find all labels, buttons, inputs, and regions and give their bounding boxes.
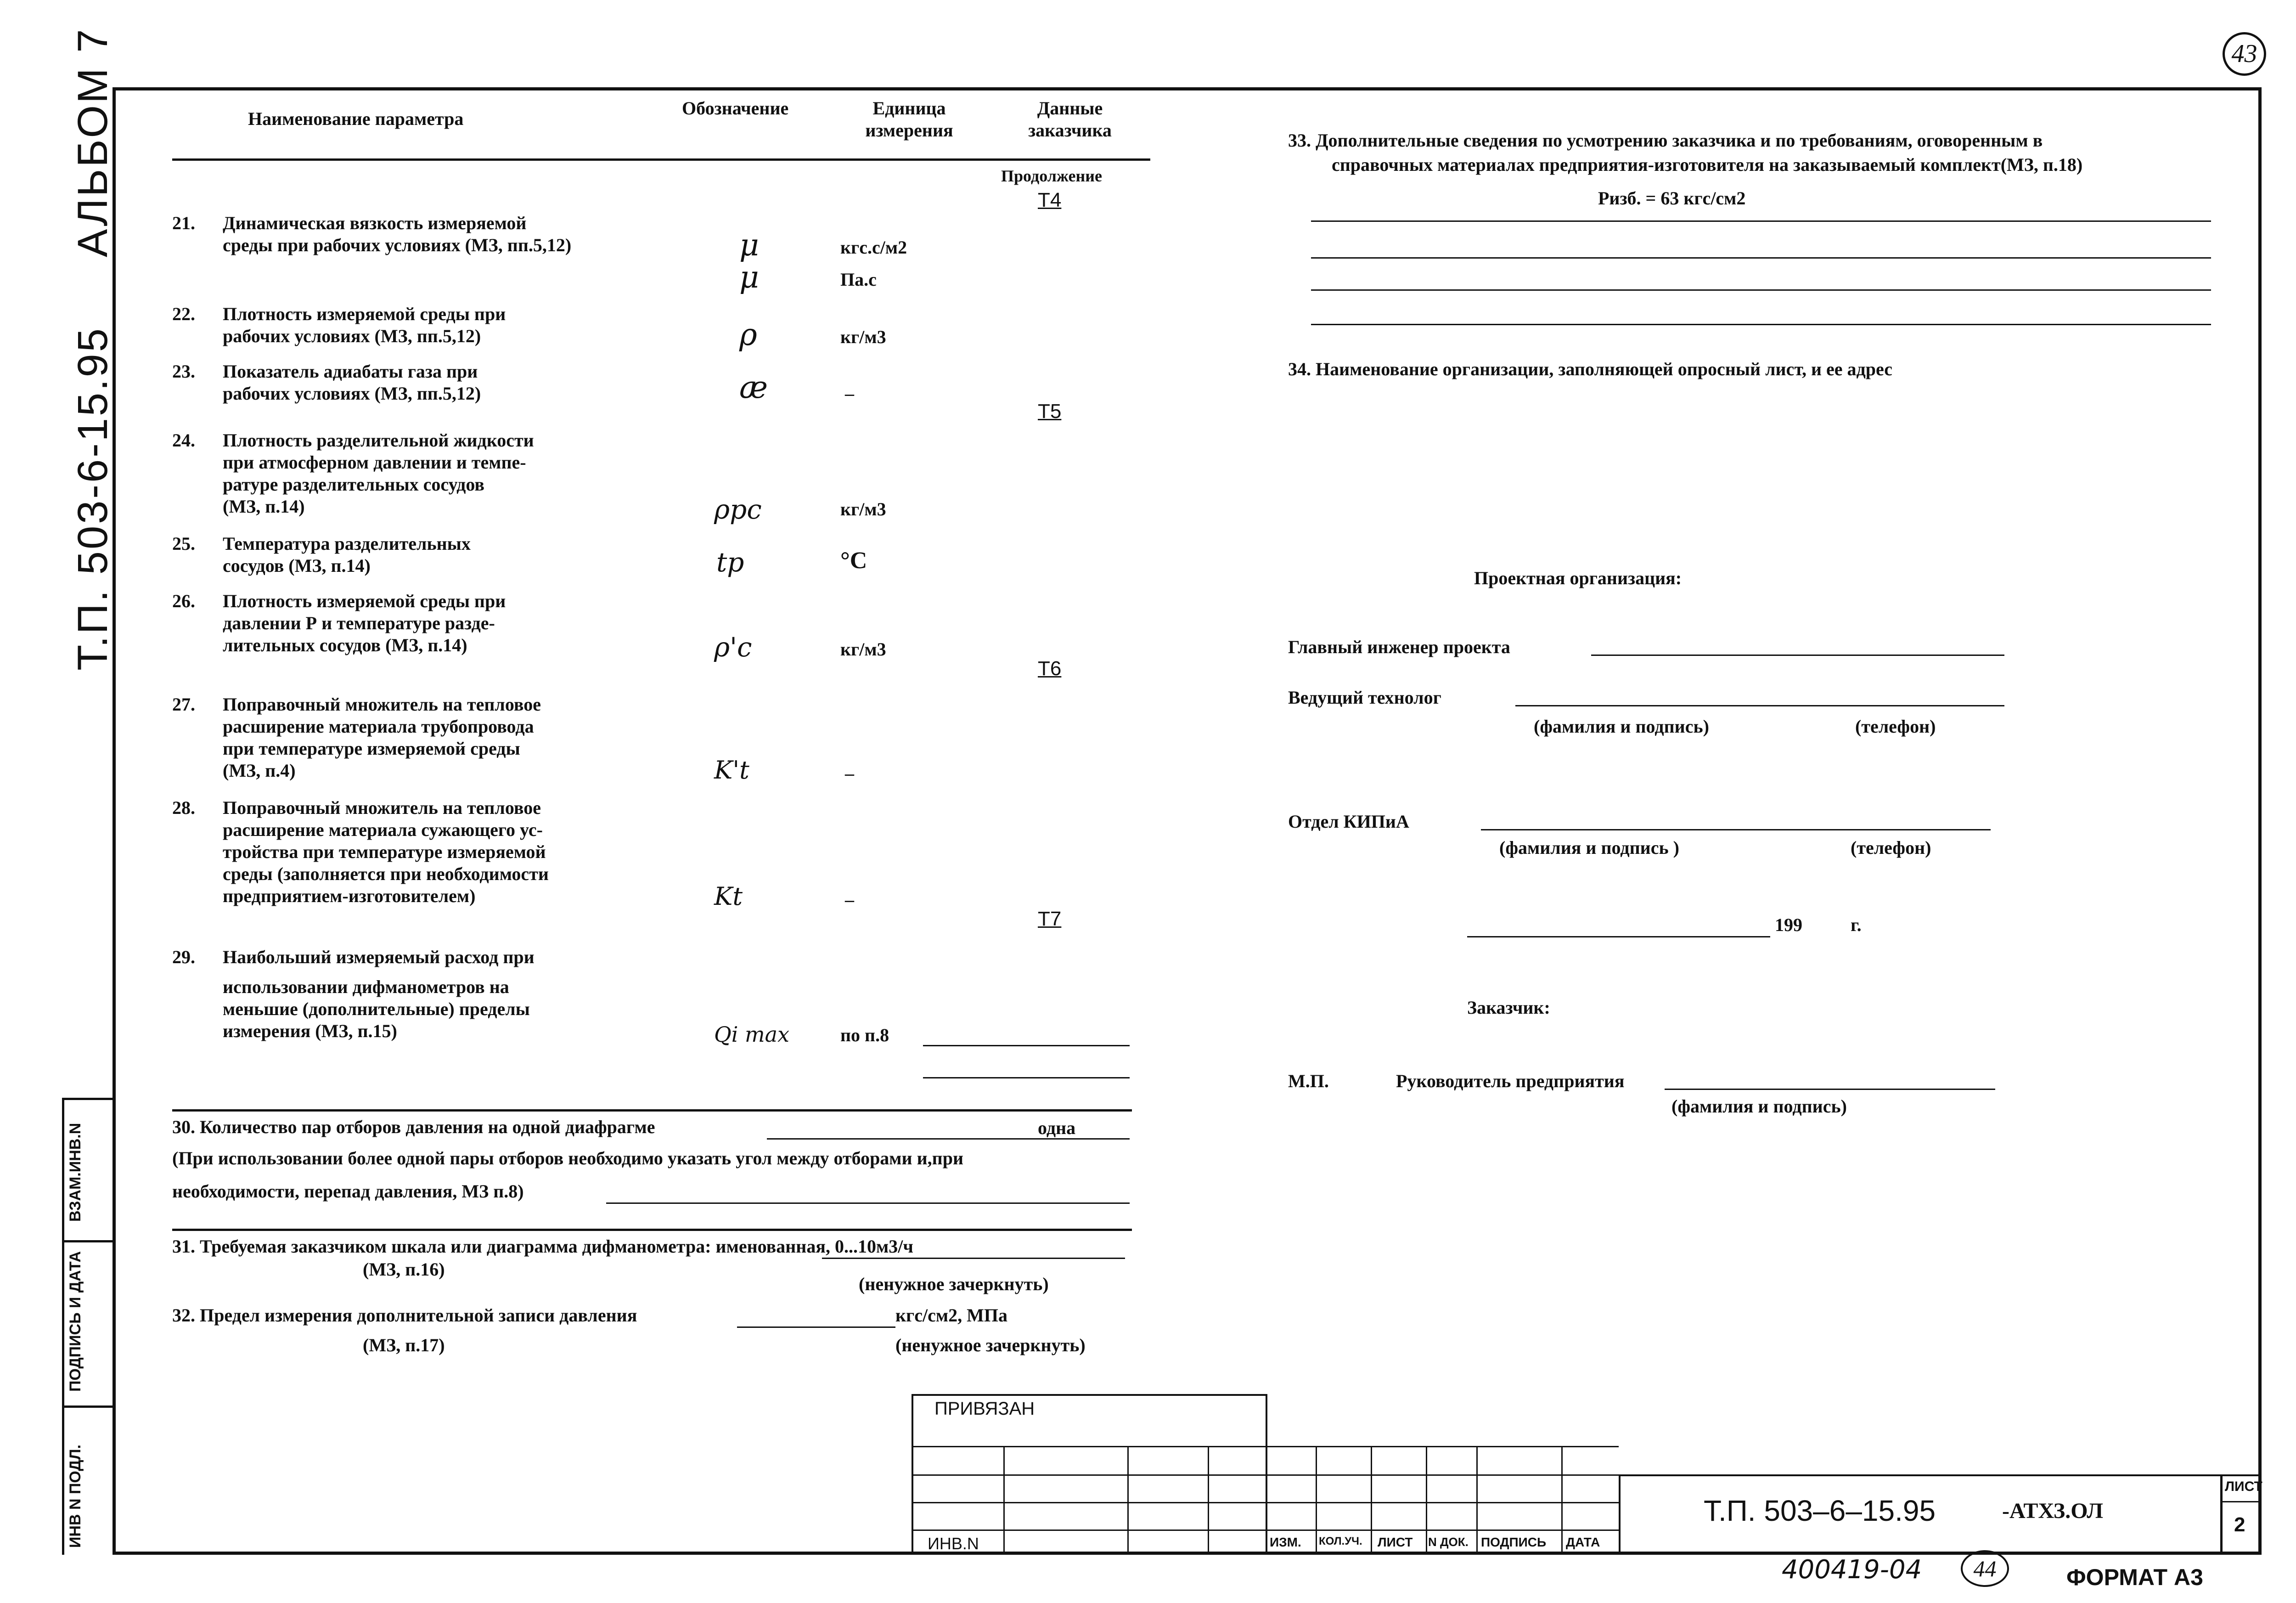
item32-line1: 32. Предел измерения дополнительной записи давления [172, 1305, 637, 1326]
row-23-num: 23. [172, 361, 195, 382]
lead-technologist-line [1515, 705, 2004, 706]
row-21-text-2: среды при рабочих условиях (МЗ, пп.5,12) [223, 235, 572, 255]
continuation-label: Продолжение [1001, 167, 1102, 185]
side-vzam-inv: ВЗАМ.ИНВ.N [67, 1123, 84, 1222]
item31-underline [822, 1258, 1125, 1259]
row-28-text-2: расширение материала сужающего ус- [223, 819, 543, 840]
stamp-grid-c2 [1371, 1446, 1372, 1555]
row-29-text-1: Наибольший измеряемый расход при [223, 947, 535, 967]
customer-head-line [1665, 1089, 1995, 1090]
stamp-col-ndok: N ДОК. [1428, 1535, 1469, 1549]
stamp-col-podpis: ПОДПИСЬ [1481, 1535, 1547, 1549]
customer-name-sign: (фамилия и подпись) [1671, 1096, 1847, 1117]
row-28-unit: – [845, 889, 854, 910]
col-header-unit: Единица измерения [865, 98, 953, 141]
chief-engineer-line [1591, 655, 2004, 656]
table-marker-t4: Т4 [1038, 189, 1062, 211]
table-bottom-rule [172, 1109, 1132, 1112]
row-24-text-3: ратуре разделительных сосудов [223, 474, 484, 495]
customer-title: Заказчик: [1467, 997, 1550, 1018]
row-28-num: 28. [172, 797, 195, 818]
stamp-col-izm: ИЗМ. [1270, 1535, 1301, 1549]
row-27-text-1: Поправочный множитель на тепловое [223, 694, 541, 715]
sheet-corner-number: 43 [2223, 32, 2266, 76]
table-marker-t7: Т7 [1038, 908, 1062, 930]
kip-phone: (телефон) [1851, 837, 1931, 858]
item30-line2: (При использовании более одной пары отборов необходимо указать угол между отборами и,при [172, 1148, 963, 1168]
item30-line3: необходимости, перепад давления, МЗ п.8) [172, 1181, 524, 1202]
stamp-row-c [912, 1502, 1619, 1503]
stamp-row-b [912, 1474, 1619, 1476]
row-23-unit: – [845, 383, 854, 404]
stamp-vcol-1 [1003, 1446, 1005, 1555]
row-24-text-4: (МЗ, п.14) [223, 496, 305, 517]
kip-dept-label: Отдел КИПиА [1288, 811, 1409, 832]
stamp-sheet-label: ЛИСТ [2225, 1479, 2262, 1494]
row-28-text-5: предприятием-изготовителем) [223, 886, 476, 906]
item31-top-rule [172, 1229, 1132, 1231]
row-26-text-1: Плотность измеряемой среды при [223, 591, 506, 611]
row-27-unit: – [845, 763, 854, 784]
lead-technologist-label: Ведущий технолог [1288, 687, 1441, 708]
year-value: 199 [1775, 914, 1802, 935]
row-25-text-2: сосудов (МЗ, п.14) [223, 555, 371, 576]
row-29-fill-line-1 [923, 1045, 1130, 1046]
stamp-col-data: ДАТА [1566, 1535, 1600, 1549]
item31-line2: (МЗ, п.16) [363, 1259, 445, 1280]
stamp-grid-left [1266, 1446, 1267, 1555]
handwritten-number: 44 [1961, 1550, 2009, 1587]
year-date-line [1467, 936, 1770, 937]
col-header-customer: Данные заказчика [1028, 98, 1112, 141]
row-25-num: 25. [172, 533, 195, 554]
item33-line-b [1311, 257, 2211, 259]
row-29-text-4: измерения (МЗ, п.15) [223, 1021, 397, 1041]
row-23-symbol: æ [739, 370, 768, 405]
row-22-text-1: Плотность измеряемой среды при [223, 304, 506, 324]
row-26-num: 26. [172, 591, 195, 611]
row-24-text-1: Плотность разделительной жидкости [223, 430, 534, 451]
row-22-symbol: ρ [739, 317, 757, 352]
row-29-fill-line-2 [923, 1077, 1130, 1078]
side-inv-no: ИНВ N ПОДЛ. [67, 1445, 84, 1548]
row-27-text-2: расширение материала трубопровода [223, 716, 534, 737]
row-23-text-1: Показатель адиабаты газа при [223, 361, 478, 382]
year-suffix: г. [1851, 914, 1862, 935]
table-marker-t5: Т5 [1038, 400, 1062, 423]
item30-value: одна [1038, 1118, 1076, 1138]
table-marker-t6: Т6 [1038, 657, 1062, 680]
col-header-designation: Обозначение [682, 98, 789, 119]
stamp-row-d [912, 1530, 1619, 1531]
customer-head-label: Руководитель предприятия [1396, 1071, 1625, 1091]
stamp-sheet-divider [2220, 1474, 2223, 1555]
row-24-symbol: ρрс [714, 494, 762, 525]
row-24-unit: кг/м3 [840, 499, 886, 519]
lead-tech-name-sign: (фамилия и подпись) [1534, 716, 1709, 737]
stamp-vcol-2 [1127, 1446, 1129, 1555]
side-project-code: Т.П. 503-6-15.95 [69, 327, 116, 671]
stamp-row-a [912, 1446, 1619, 1447]
row-26-unit: кг/м3 [840, 639, 886, 660]
item30-line1: 30. Количество пар отборов давления на одной диафрагме [172, 1117, 655, 1137]
album-label: АЛЬБОМ 7 [69, 27, 116, 257]
item33-line-c [1311, 289, 2211, 291]
item32-units: кгс/см2, МПа [895, 1305, 1007, 1326]
row-26-symbol: ρ'с [714, 632, 752, 663]
row-29-unit: по п.8 [840, 1025, 889, 1045]
item33-line2: справочных материалах предприятия-изготовителя на заказываемый комплект(МЗ, п.18) [1332, 154, 2083, 175]
stamp-grid-c4 [1476, 1446, 1478, 1555]
row-21-symbol: μ [739, 227, 759, 263]
kip-dept-line [1481, 829, 1991, 830]
row-25-unit: °С [840, 548, 867, 574]
stamp-grid-c1 [1316, 1446, 1317, 1555]
stamp-col-koluch: КОЛ.УЧ. [1319, 1535, 1362, 1547]
row-29-text-3: меньшие (дополнительные) пределы [223, 999, 530, 1019]
row-27-symbol: K't [714, 756, 749, 785]
row-29-text-2: использовании дифманометров на [223, 976, 509, 997]
row-28-symbol: Kt [714, 882, 743, 911]
row-28-text-3: тройства при температуре измеряемой [223, 841, 546, 862]
row-26-text-2: давлении Р и температуре разде- [223, 613, 495, 633]
row-23-text-2: рабочих условиях (МЗ, пп.5,12) [223, 383, 481, 404]
stamp-vcol-3 [1208, 1446, 1209, 1555]
item30-fill-line-2 [606, 1202, 1130, 1204]
row-26-text-3: лительных сосудов (МЗ, п.14) [223, 635, 467, 655]
header-rule [172, 158, 1150, 161]
row-21-num: 21. [172, 213, 195, 233]
item33-line-d [1311, 324, 2211, 325]
row-27-text-3: при температуре измеряемой среды [223, 738, 520, 759]
row-22-text-2: рабочих условиях (МЗ, пп.5,12) [223, 326, 481, 346]
side-strip-top [62, 1098, 113, 1100]
row-24-num: 24. [172, 430, 195, 451]
kip-name-sign: (фамилия и подпись ) [1499, 837, 1679, 858]
item31-line1: 31. Требуемая заказчиком шкала или диаграмма дифманометра: именованная, 0...10м3/ч [172, 1236, 913, 1257]
stamp-grid-c5 [1561, 1446, 1563, 1555]
item32-line2: (МЗ, п.17) [363, 1335, 445, 1355]
item34-text: 34. Наименование организации, заполняющей опросный лист, и ее адрес [1288, 359, 1892, 379]
side-sign-date: ПОДПИСЬ И ДАТА [67, 1251, 84, 1392]
row-27-text-4: (МЗ, п.4) [223, 760, 296, 781]
item32-note: (ненужное зачеркнуть) [895, 1335, 1086, 1355]
row-21-text-1: Динамическая вязкость измеряемой [223, 213, 527, 233]
side-strip-div1 [62, 1240, 113, 1242]
handwritten-code: 400419-04 [1782, 1555, 1922, 1585]
stamp-col-list: ЛИСТ [1378, 1535, 1413, 1549]
row-21-symbol-2: μ [739, 260, 759, 295]
customer-mp: М.П. [1288, 1071, 1329, 1091]
row-28-text-4: среды (заполняется при необходимости [223, 864, 549, 884]
side-strip-div2 [62, 1405, 113, 1408]
item33-line-a [1311, 220, 2211, 222]
item33-value: Ризб. = 63 кгс/см2 [1598, 188, 1746, 209]
row-27-num: 27. [172, 694, 195, 715]
item32-fill-line [737, 1326, 895, 1328]
stamp-sheet-divider-h [2220, 1501, 2262, 1502]
row-29-symbol: Qi max [714, 1022, 790, 1047]
chief-engineer-label: Главный инженер проекта [1288, 637, 1510, 657]
row-21-unit: кгс.с/м2 [840, 237, 907, 258]
stamp-grid-c3 [1426, 1446, 1427, 1555]
row-25-symbol: tр [716, 547, 744, 578]
row-22-num: 22. [172, 304, 195, 324]
row-24-text-2: при атмосферном давлении и темпе- [223, 452, 526, 473]
item33-line1: 33. Дополнительные сведения по усмотрению заказчика и по требованиям, оговоренным в [1288, 130, 2043, 151]
format-label: ФОРМАТ А3 [2066, 1564, 2203, 1590]
stamp-inv-n: ИНВ.N [928, 1534, 979, 1553]
row-29-num: 29. [172, 947, 195, 967]
lead-tech-phone: (телефон) [1855, 716, 1936, 737]
row-28-text-1: Поправочный множитель на тепловое [223, 797, 541, 818]
side-strip-line [62, 1098, 64, 1555]
row-21-unit-2: Па.с [840, 269, 877, 290]
col-header-name: Наименование параметра [248, 108, 464, 129]
item31-note: (ненужное зачеркнуть) [859, 1274, 1049, 1294]
stamp-doc-suffix: -АТХЗ.ОЛ [2002, 1499, 2103, 1523]
row-25-text-1: Температура разделительных [223, 533, 471, 554]
project-org-title: Проектная организация: [1474, 568, 1682, 588]
row-22-unit: кг/м3 [840, 327, 886, 347]
stamp-sheet-num: 2 [2234, 1513, 2245, 1536]
stamp-privyazan: ПРИВЯЗАН [934, 1399, 1035, 1419]
stamp-doc-code: Т.П. 503–6–15.95 [1704, 1494, 1936, 1527]
